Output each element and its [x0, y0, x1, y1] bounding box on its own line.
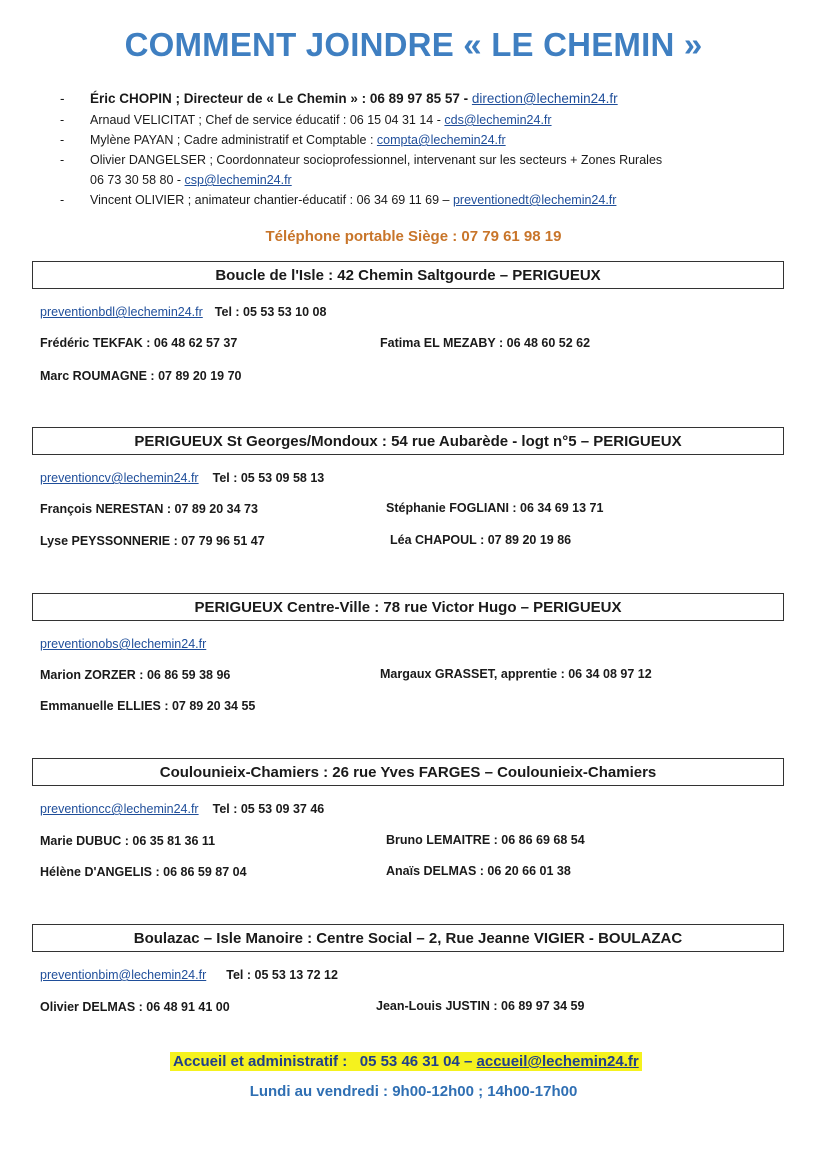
- site-heading-boucle-isle: Boucle de l'Isle : 42 Chemin Saltgourde – PERIGUEUX: [32, 261, 784, 289]
- contact-name: Jean-Louis JUSTIN : 06 89 97 34 59: [376, 999, 585, 1013]
- bullet-dash: -: [60, 193, 65, 207]
- site-tel: Tel : 05 53 53 10 08: [214, 305, 327, 319]
- site-email-link[interactable]: preventioncv@lechemin24.fr: [40, 471, 199, 485]
- site-contact-line: [40, 305, 326, 319]
- site-contact-line: [40, 968, 338, 982]
- page-title: COMMENT JOINDRE « LE CHEMIN »: [124, 26, 703, 63]
- contact-name: Frédéric TEKFAK : 06 48 62 57 37: [40, 336, 238, 350]
- staff-text: Olivier DANGELSER ; Coordonnateur socioprofessionnel, intervenant sur les secteurs + Zones Rurales: [90, 153, 663, 167]
- contact-name: Margaux GRASSET, apprentie : 06 34 08 97 12: [380, 667, 652, 681]
- staff-item-coordonnateur: [60, 150, 800, 170]
- staff-text: Arnaud VELICITAT ; Chef de service éducatif : 06 15 04 31 14 -: [90, 113, 445, 127]
- footer-phone: 05 53 46 31 04 –: [359, 1053, 473, 1070]
- staff-item-chef-service: [60, 110, 800, 130]
- contact-name: Anaïs DELMAS : 06 20 66 01 38: [386, 864, 571, 878]
- staff-text: Vincent OLIVIER ; animateur chantier-éducatif : 06 34 69 11 69 –: [90, 193, 453, 207]
- footer-accueil: [170, 1052, 642, 1071]
- contact-name: Léa CHAPOUL : 07 89 20 19 86: [390, 533, 572, 547]
- site-contact-line: [40, 471, 324, 485]
- site-contact-line: [40, 802, 324, 816]
- contact-name: Hélène D'ANGELIS : 06 86 59 87 04: [40, 865, 247, 879]
- site-email-link[interactable]: preventioncc@lechemin24.fr: [40, 802, 199, 816]
- contact-name: Bruno LEMAITRE : 06 86 69 68 54: [386, 833, 585, 847]
- staff-email-link[interactable]: csp@lechemin24.fr: [184, 173, 292, 187]
- contact-name: Marion ZORZER : 06 86 59 38 96: [40, 668, 231, 682]
- site-contact-line: [40, 637, 206, 651]
- contact-name: Marc ROUMAGNE : 07 89 20 19 70: [40, 369, 242, 383]
- staff-email-link[interactable]: direction@lechemin24.fr: [471, 91, 618, 106]
- site-heading-coulounieix: Coulounieix-Chamiers : 26 rue Yves FARGES – Coulounieix-Chamiers: [32, 758, 784, 786]
- site-heading-st-georges: PERIGUEUX St Georges/Mondoux : 54 rue Aubarède - logt n°5 – PERIGUEUX: [32, 427, 784, 455]
- contact-name: Stéphanie FOGLIANI : 06 34 69 13 71: [386, 501, 604, 515]
- staff-item-director: [60, 88, 800, 110]
- contact-name: Lyse PEYSSONNERIE : 07 79 96 51 47: [40, 534, 265, 548]
- site-heading-boulazac: Boulazac – Isle Manoire : Centre Social – 2, Rue Jeanne VIGIER - BOULAZAC: [32, 924, 784, 952]
- site-tel: Tel : 05 53 09 58 13: [212, 471, 325, 485]
- contact-name: Marie DUBUC : 06 35 81 36 11: [40, 834, 216, 848]
- footer-email-link[interactable]: accueil@lechemin24.fr: [476, 1053, 639, 1070]
- staff-email-link[interactable]: cds@lechemin24.fr: [444, 113, 552, 127]
- siege-phone: Téléphone portable Siège : 07 79 61 98 19: [265, 228, 562, 245]
- site-email-link[interactable]: preventionbdl@lechemin24.fr: [40, 305, 203, 319]
- site-tel: Tel : 05 53 09 37 46: [212, 802, 325, 816]
- bullet-dash: -: [60, 91, 65, 106]
- staff-list: [60, 88, 800, 210]
- staff-email-link[interactable]: preventionedt@lechemin24.fr: [452, 193, 617, 207]
- site-email-link[interactable]: preventionobs@lechemin24.fr: [40, 637, 207, 651]
- footer-label: Accueil et administratif :: [173, 1053, 348, 1070]
- site-tel: Tel : 05 53 13 72 12: [226, 968, 338, 982]
- contact-name: Emmanuelle ELLIES : 07 89 20 34 55: [40, 699, 256, 713]
- staff-item-animateur: [60, 190, 800, 210]
- staff-email-link[interactable]: compta@lechemin24.fr: [376, 133, 506, 147]
- staff-item-cadre-admin: [60, 130, 800, 150]
- staff-item-coordonnateur-cont: [60, 170, 800, 190]
- bullet-dash: -: [60, 133, 65, 147]
- site-email-link[interactable]: preventionbim@lechemin24.fr: [40, 968, 207, 982]
- staff-text: 06 73 30 58 80 -: [90, 173, 185, 187]
- bullet-dash: -: [60, 153, 65, 167]
- staff-text: Mylène PAYAN ; Cadre administratif et Comptable :: [90, 133, 377, 147]
- contact-name: Olivier DELMAS : 06 48 91 41 00: [40, 1000, 230, 1014]
- staff-text: Éric CHOPIN ; Directeur de « Le Chemin » : 06 89 97 85 57 -: [90, 91, 472, 106]
- site-heading-centre-ville: PERIGUEUX Centre-Ville : 78 rue Victor Hugo – PERIGUEUX: [32, 593, 784, 621]
- footer-hours: Lundi au vendredi : 9h00-12h00 ; 14h00-17h00: [249, 1083, 578, 1100]
- bullet-dash: -: [60, 113, 65, 127]
- contact-name: Fatima EL MEZABY : 06 48 60 52 62: [380, 336, 591, 350]
- contact-name: François NERESTAN : 07 89 20 34 73: [40, 502, 258, 516]
